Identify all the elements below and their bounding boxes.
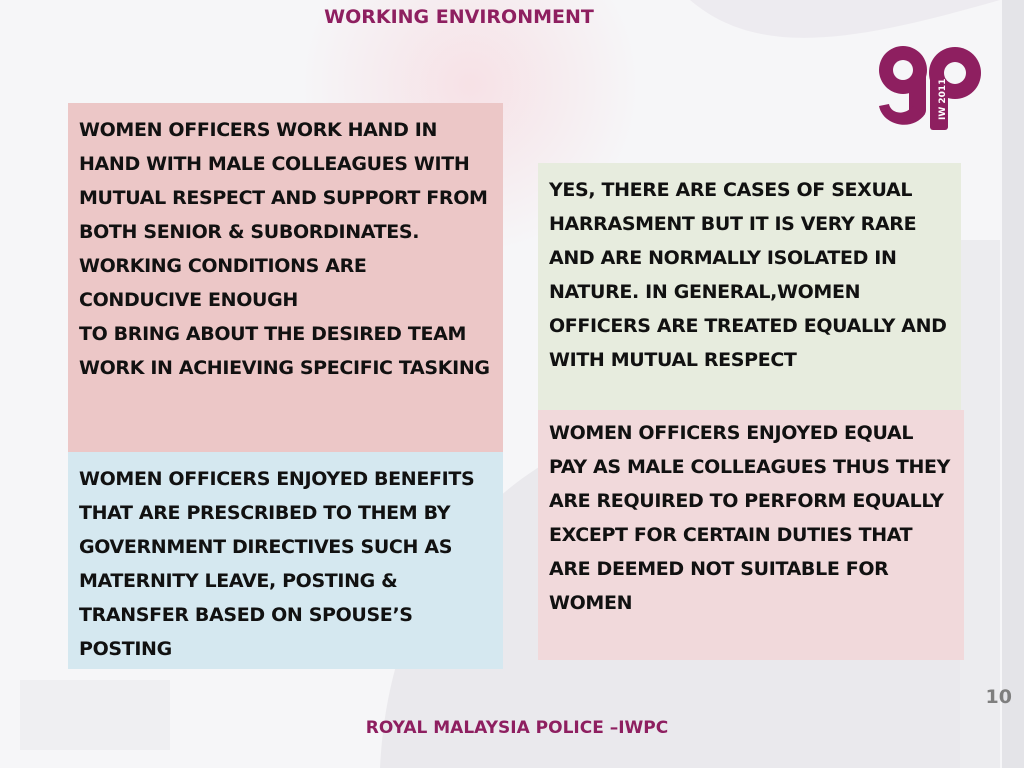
equal-pay-text: WOMEN OFFICERS ENJOYED EQUAL PAY AS MALE COLLEAGUES THUS THEY ARE REQUIRED TO PERFORM EQUALLY EXCEPT FOR CERTAIN DUTIES THAT ARE DEEMED NOT SUITABLE FOR WOMEN [549, 422, 951, 614]
benefits-text: WOMEN OFFICERS ENJOYED BENEFITS THAT ARE PRESCRIBED TO THEM BY GOVERNMENT DIRECTIVES SUCH AS MATERNITY LEAVE, POSTING & TRANSFER BASED ON SPOUSE’S POSTING [79, 468, 475, 660]
equal-pay-box [538, 410, 964, 660]
logo-year-text: IW 2011 [938, 78, 948, 120]
slide-title: WORKING ENVIRONMENT [324, 6, 594, 28]
work-conditions-text-2: TO BRING ABOUT THE DESIRED TEAM WORK IN ACHIEVING SPECIFIC TASKING [79, 323, 490, 379]
harassment-box [538, 163, 961, 410]
work-conditions-text-1: WOMEN OFFICERS WORK HAND IN HAND WITH MALE COLLEAGUES WITH MUTUAL RESPECT AND SUPPORT FROM BOTH SENIOR & SUBORDINATES. WORKING CONDITIONS ARE CONDUCIVE ENOUGH [79, 119, 488, 311]
footer-text: ROYAL MALAYSIA POLICE –IWPC [365, 718, 669, 738]
work-conditions-box [68, 103, 503, 452]
grp-logo-icon [873, 40, 989, 132]
harassment-text-2: NATURE. IN GENERAL,WOMEN OFFICERS ARE TREATED EQUALLY AND WITH MUTUAL RESPECT [549, 281, 947, 371]
page-number: 10 [985, 686, 1012, 708]
benefits-box [68, 452, 503, 669]
harassment-text-1: YES, THERE ARE CASES OF SEXUAL HARRASMENT BUT IT IS VERY RARE AND ARE NORMALLY ISOLATED IN [549, 179, 917, 269]
